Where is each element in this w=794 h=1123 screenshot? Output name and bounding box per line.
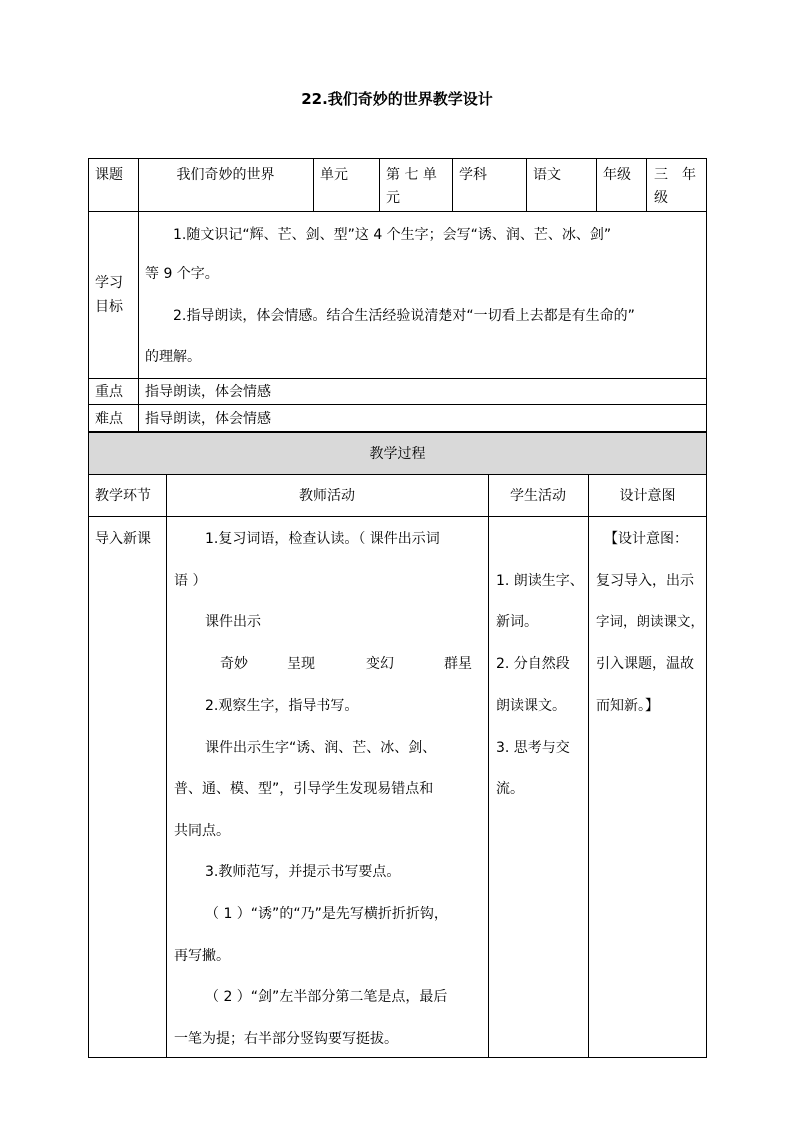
- col-divider: [138, 158, 139, 432]
- word-item: 变幻: [366, 656, 394, 672]
- word-item: 群星: [444, 656, 472, 672]
- teacher-line: 再写撇。: [174, 948, 230, 964]
- goals-label-line1: 学习: [95, 275, 123, 291]
- unit-value-line1: 第 七 单: [386, 167, 437, 183]
- teacher-line: （ 1 ）“诱”的“乃”是先写横折折折钩，: [205, 906, 448, 922]
- student-line: 2. 分自然段: [496, 656, 570, 672]
- goals-line-3: 2.指导朗读，体会情感。结合生活经验说清楚对“一切看上去都是有生命的”: [173, 308, 635, 324]
- goals-line-4: 的理解。: [145, 349, 201, 365]
- intent-line: 字词，朗读课文，: [596, 614, 704, 630]
- col-divider: [588, 474, 589, 1058]
- student-line: 新词。: [496, 614, 538, 630]
- grade-label: 年级: [603, 167, 631, 183]
- topic-value: 我们奇妙的世界: [176, 167, 275, 183]
- goals-line-2: 等 9 个字。: [145, 266, 219, 282]
- teacher-line: 共同点。: [174, 823, 230, 839]
- col-divider: [313, 158, 314, 211]
- student-line: 1. 朗读生字、: [496, 573, 584, 589]
- intent-line: 而知新。】: [596, 698, 659, 714]
- row-divider: [88, 516, 707, 517]
- teacher-line: 3.教师范写，并提示书写要点。: [205, 864, 401, 880]
- teacher-line: 1.复习词语，检查认读。（ 课件出示词: [205, 531, 440, 547]
- subject-label: 学科: [459, 167, 487, 183]
- col-header-intent: 设计意图: [619, 488, 676, 504]
- word-item: 奇妙: [220, 656, 248, 672]
- row-divider: [88, 474, 707, 475]
- document-title: 22.我们奇妙的世界教学设计: [301, 90, 493, 108]
- key-point-value: 指导朗读，体会情感: [145, 384, 271, 400]
- student-line: 流。: [496, 781, 524, 797]
- word-item: 呈现: [287, 656, 315, 672]
- subject-value: 语文: [533, 167, 561, 183]
- intent-line: 【设计意图：: [604, 531, 688, 547]
- intent-line: 复习导入，出示: [596, 573, 694, 589]
- col-divider: [526, 158, 527, 211]
- teacher-line: 一笔为提；右半部分竖钩要写挺拔。: [174, 1031, 398, 1047]
- unit-label: 单元: [320, 167, 348, 183]
- goals-label-line2: 目标: [95, 299, 123, 315]
- row-divider: [88, 378, 707, 379]
- goals-line-1: 1.随文识记“辉、芒、剑、型”这 4 个生字；会写“诱、润、芒、冰、剑”: [173, 227, 612, 243]
- row-divider: [88, 211, 707, 212]
- difficulty-value: 指导朗读，体会情感: [145, 411, 271, 427]
- grade-value-line2: 级: [654, 190, 668, 206]
- student-line: 朗读课文。: [496, 698, 566, 714]
- key-point-label: 重点: [95, 384, 123, 400]
- topic-label: 课题: [95, 167, 123, 183]
- step-intro: 导入新课: [95, 531, 151, 547]
- process-heading: 教学过程: [369, 446, 426, 462]
- student-line: 3. 思考与交: [496, 740, 570, 756]
- col-divider: [646, 158, 647, 211]
- teacher-line: 2.观察生字，指导书写。: [205, 698, 359, 714]
- teacher-line: 课件出示生字“诱、润、芒、冰、剑、: [205, 740, 437, 756]
- col-header-student: 学生活动: [510, 488, 566, 504]
- teacher-line: 语 ）: [174, 573, 207, 589]
- difficulty-label: 难点: [95, 411, 123, 427]
- col-header-step: 教学环节: [95, 488, 151, 504]
- col-divider: [379, 158, 380, 211]
- unit-value-line2: 元: [386, 190, 400, 206]
- teacher-line: （ 2 ）“剑”左半部分第二笔是点，最后: [205, 989, 448, 1005]
- teacher-line: 普、通、模、型”，引导学生发现易错点和: [174, 781, 434, 797]
- col-divider: [452, 158, 453, 211]
- col-divider: [596, 158, 597, 211]
- row-divider: [88, 404, 707, 405]
- col-header-teacher: 教师活动: [299, 488, 355, 504]
- intent-line: 引入课题，温故: [596, 656, 694, 672]
- col-divider: [488, 474, 489, 1058]
- col-divider: [166, 474, 167, 1058]
- teacher-line: 课件出示: [205, 614, 261, 630]
- grade-value-line1: 三 年: [654, 167, 696, 183]
